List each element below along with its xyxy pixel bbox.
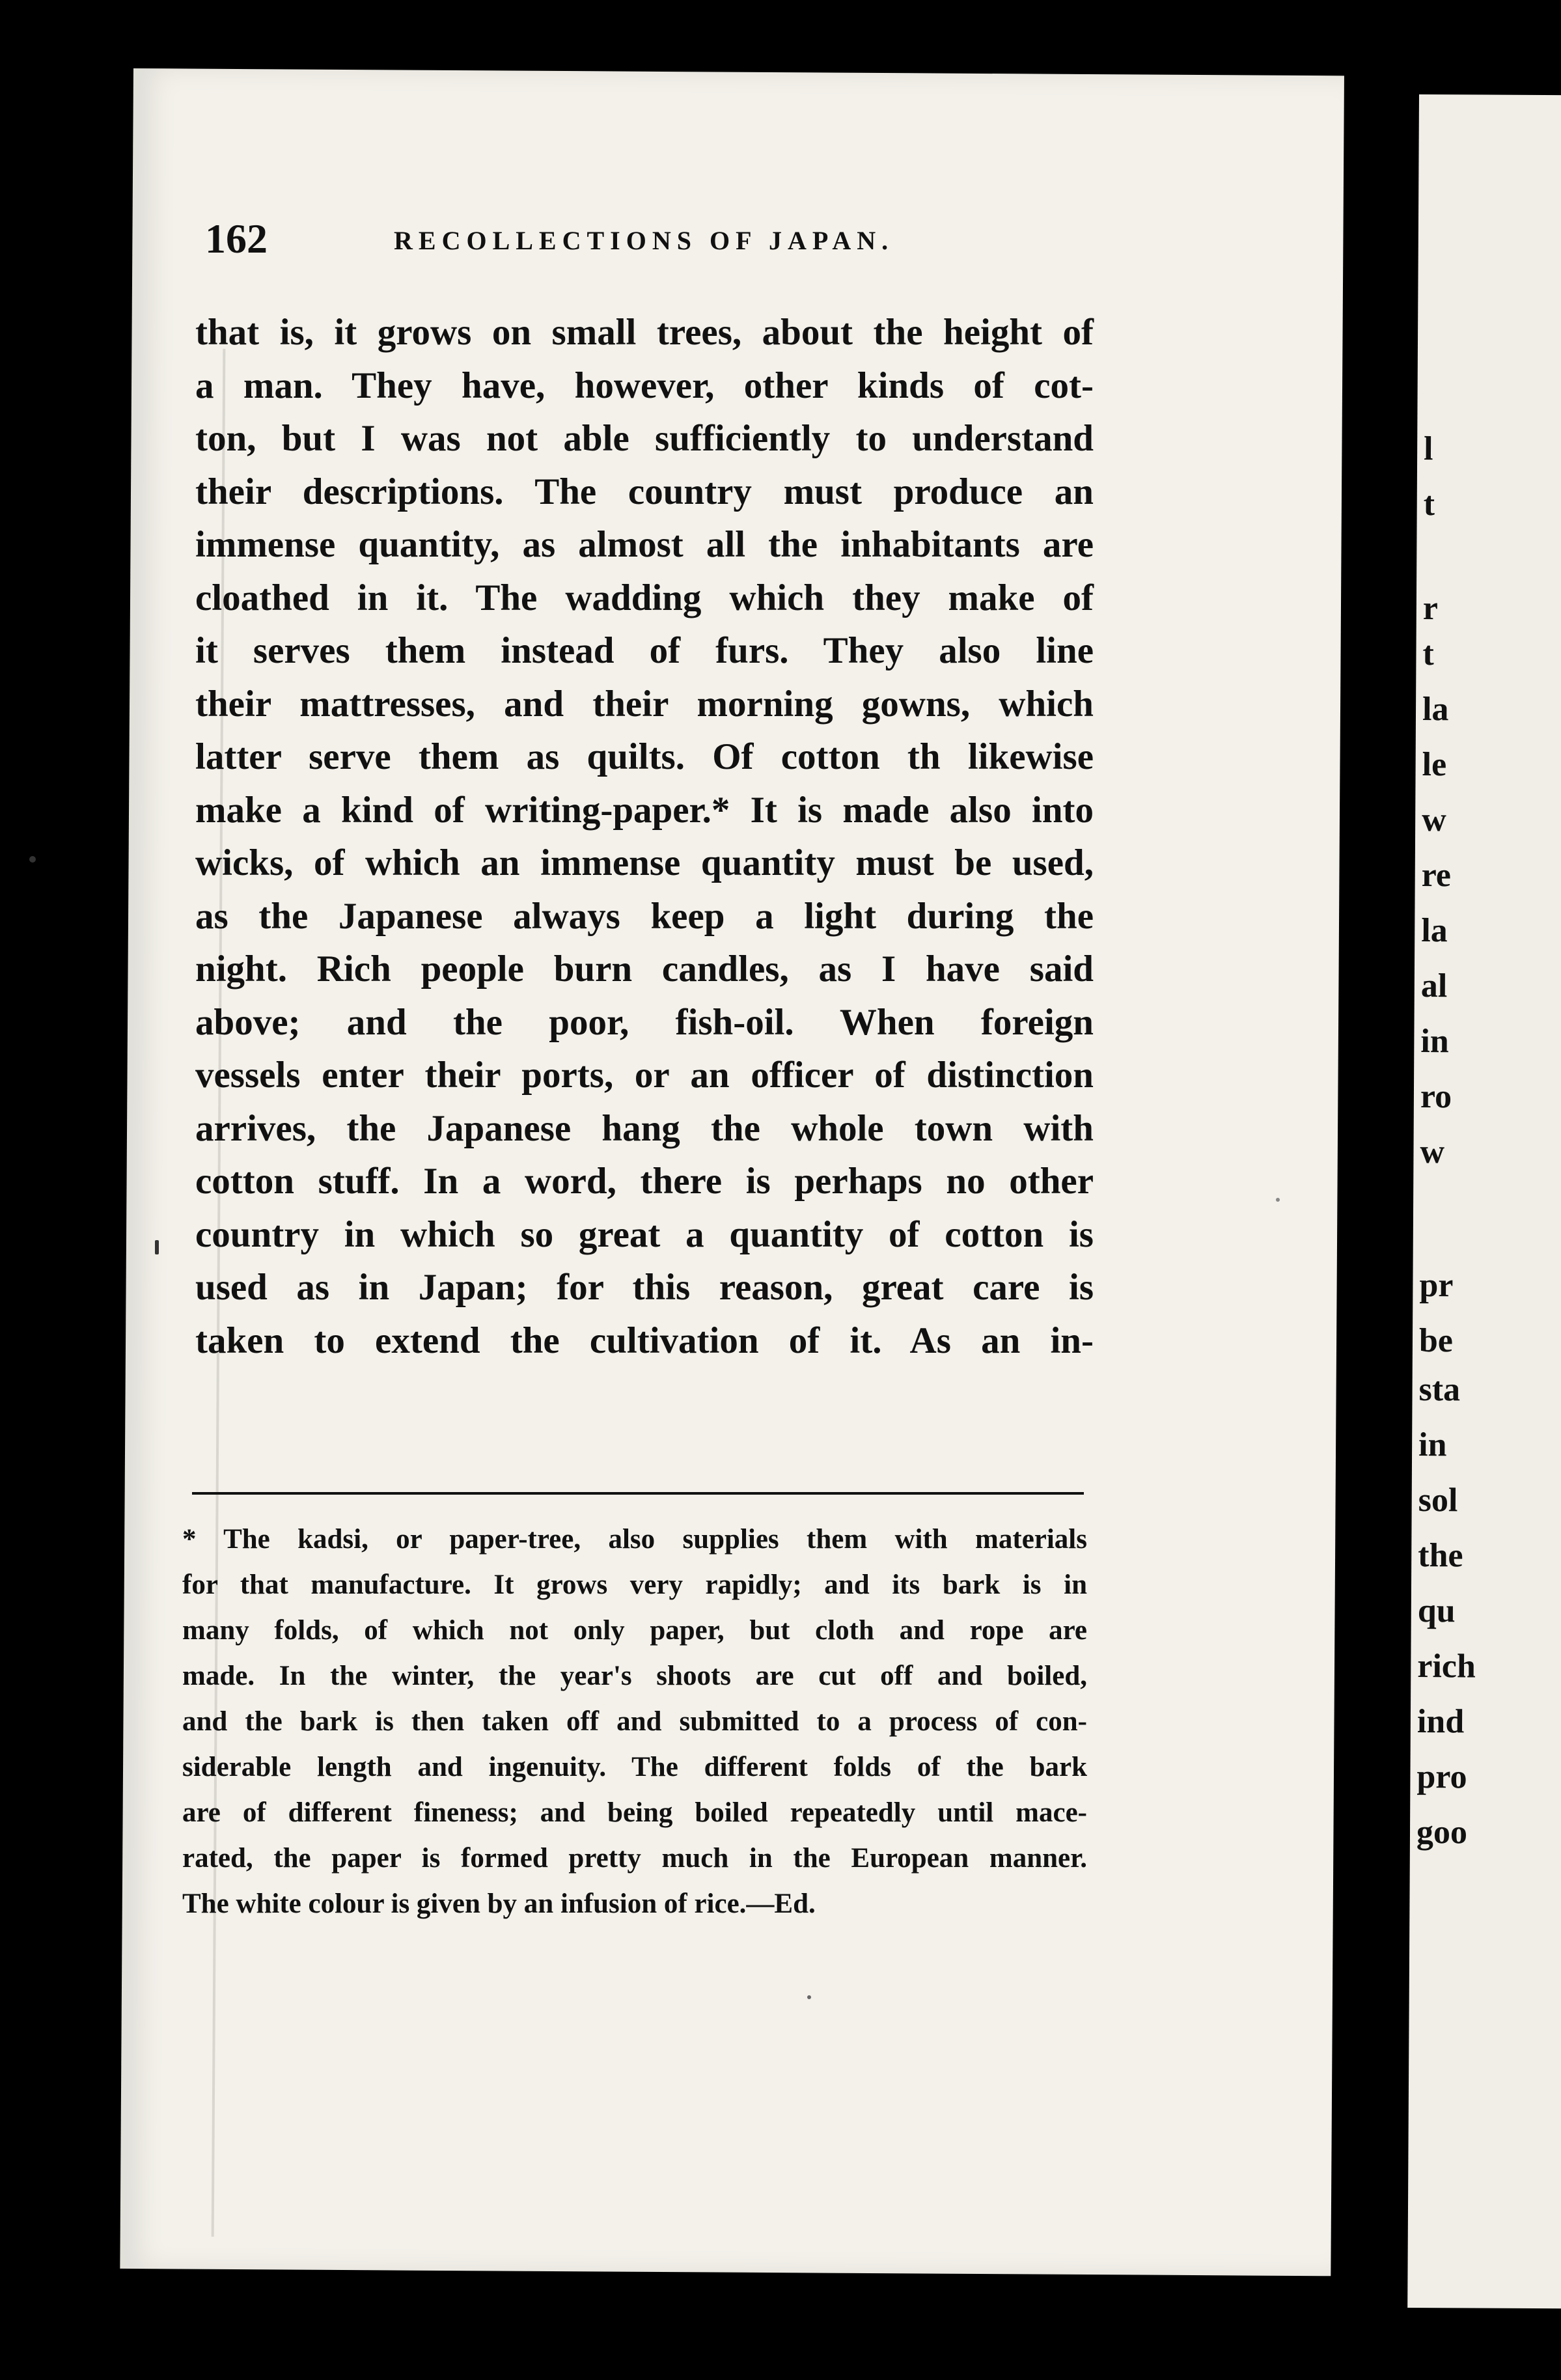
text-line: as the Japanese always keep a light during the xyxy=(195,895,1094,937)
page-number: 162 xyxy=(205,215,268,262)
footnote-line: * The kadsi, or paper-tree, also supplies them with materials xyxy=(182,1524,1087,1555)
facing-page-fragment: w xyxy=(1422,801,1446,839)
footnote-line: rated, the paper is formed pretty much in the European manner. xyxy=(182,1843,1087,1874)
text-line: country in which so great a quantity of cotton is xyxy=(195,1213,1094,1255)
facing-page-fragment: qu xyxy=(1417,1592,1456,1630)
text-line: a man. They have, however, other kinds of cot- xyxy=(195,365,1094,406)
text-line: it serves them instead of furs. They also line xyxy=(195,630,1094,671)
text-line: night. Rich people burn candles, as I have said xyxy=(195,948,1094,989)
facing-page-fragment: t xyxy=(1423,486,1435,523)
text-line: arrives, the Japanese hang the whole town with xyxy=(195,1107,1094,1149)
running-head: RECOLLECTIONS OF JAPAN. xyxy=(394,226,894,255)
footnote xyxy=(182,1517,1087,1927)
scan-speck xyxy=(807,1995,811,1999)
facing-page-fragment: rich xyxy=(1417,1648,1476,1685)
text-line: latter serve them as quilts. Of cotton th likewise xyxy=(195,736,1094,777)
footnote-line: siderable length and ingenuity. The different folds of the bark xyxy=(182,1752,1087,1782)
facing-page-fragment: l xyxy=(1423,430,1433,468)
text-line: cloathed in it. The wadding which they make of xyxy=(195,577,1094,618)
facing-page-fragment: r xyxy=(1422,590,1439,628)
facing-page-fragment: sta xyxy=(1418,1371,1461,1409)
text-line: cotton stuff. In a word, there is perhaps no other xyxy=(195,1161,1094,1202)
text-line: ton, but I was not able sufficiently to understand xyxy=(195,418,1094,459)
facing-page-fragment: goo xyxy=(1416,1814,1468,1851)
text-line: above; and the poor, fish-oil. When foreign xyxy=(195,1001,1094,1043)
page-header xyxy=(205,215,1221,273)
footnote-line: made. In the winter, the year's shoots are cut off and boiled, xyxy=(182,1661,1087,1691)
facing-page-fragment: w xyxy=(1420,1133,1445,1171)
text-line: immense quantity, as almost all the inhabitants are xyxy=(195,524,1094,565)
text-line: taken to extend the cultivation of it. As an in- xyxy=(195,1320,1094,1361)
footnote-line: are of different fineness; and being boiled repeatedly until mace- xyxy=(182,1797,1087,1828)
text-line: their descriptions. The country must produce an xyxy=(195,471,1094,512)
scan-speck xyxy=(1276,1198,1280,1202)
facing-page-fragment: re xyxy=(1421,857,1452,894)
text-line: vessels enter their ports, or an officer of distinction xyxy=(195,1055,1094,1096)
facing-page-fragment: le xyxy=(1422,746,1447,784)
facing-page-fragment: ind xyxy=(1416,1703,1465,1741)
footnote-line: and the bark is then taken off and submitted to a process of con- xyxy=(182,1706,1087,1737)
facing-page-fragment: in xyxy=(1418,1426,1447,1464)
facing-page-fragment: be xyxy=(1418,1322,1454,1360)
facing-page-fragment: t xyxy=(1422,635,1434,673)
facing-page-fragment: ro xyxy=(1420,1078,1452,1116)
facing-page-fragment: the xyxy=(1418,1537,1463,1575)
facing-page-fragment: al xyxy=(1420,967,1448,1005)
text-line: wicks, of which an immense quantity must be used, xyxy=(195,842,1094,883)
text-line: that is, it grows on small trees, about the height of xyxy=(195,312,1094,353)
facing-page-fragment: la xyxy=(1421,912,1448,950)
facing-page-fragment: la xyxy=(1422,691,1449,728)
facing-page-fragment: pro xyxy=(1416,1758,1467,1796)
facing-page-fragment: pr xyxy=(1419,1267,1454,1305)
footnote-line: many folds, of which not only paper, but cloth and rope are xyxy=(182,1615,1087,1646)
facing-page xyxy=(1407,94,1561,2308)
text-line: used as in Japan; for this reason, great care is xyxy=(195,1267,1094,1308)
footnote-line: The white colour is given by an infusion of rice.—Ed. xyxy=(182,1889,816,1919)
footnote-rule xyxy=(192,1492,1084,1495)
text-line: make a kind of writing-paper.* It is made also into xyxy=(195,789,1094,831)
facing-page-fragment: in xyxy=(1420,1023,1449,1060)
facing-page-fragment: sol xyxy=(1418,1482,1458,1519)
scan-speck xyxy=(29,856,36,863)
body-text xyxy=(195,306,1094,1367)
footnote-line: for that manufacture. It grows very rapidly; and its bark is in xyxy=(182,1570,1087,1600)
text-line: their mattresses, and their morning gowns, which xyxy=(195,683,1094,725)
scan-speck xyxy=(155,1240,159,1254)
